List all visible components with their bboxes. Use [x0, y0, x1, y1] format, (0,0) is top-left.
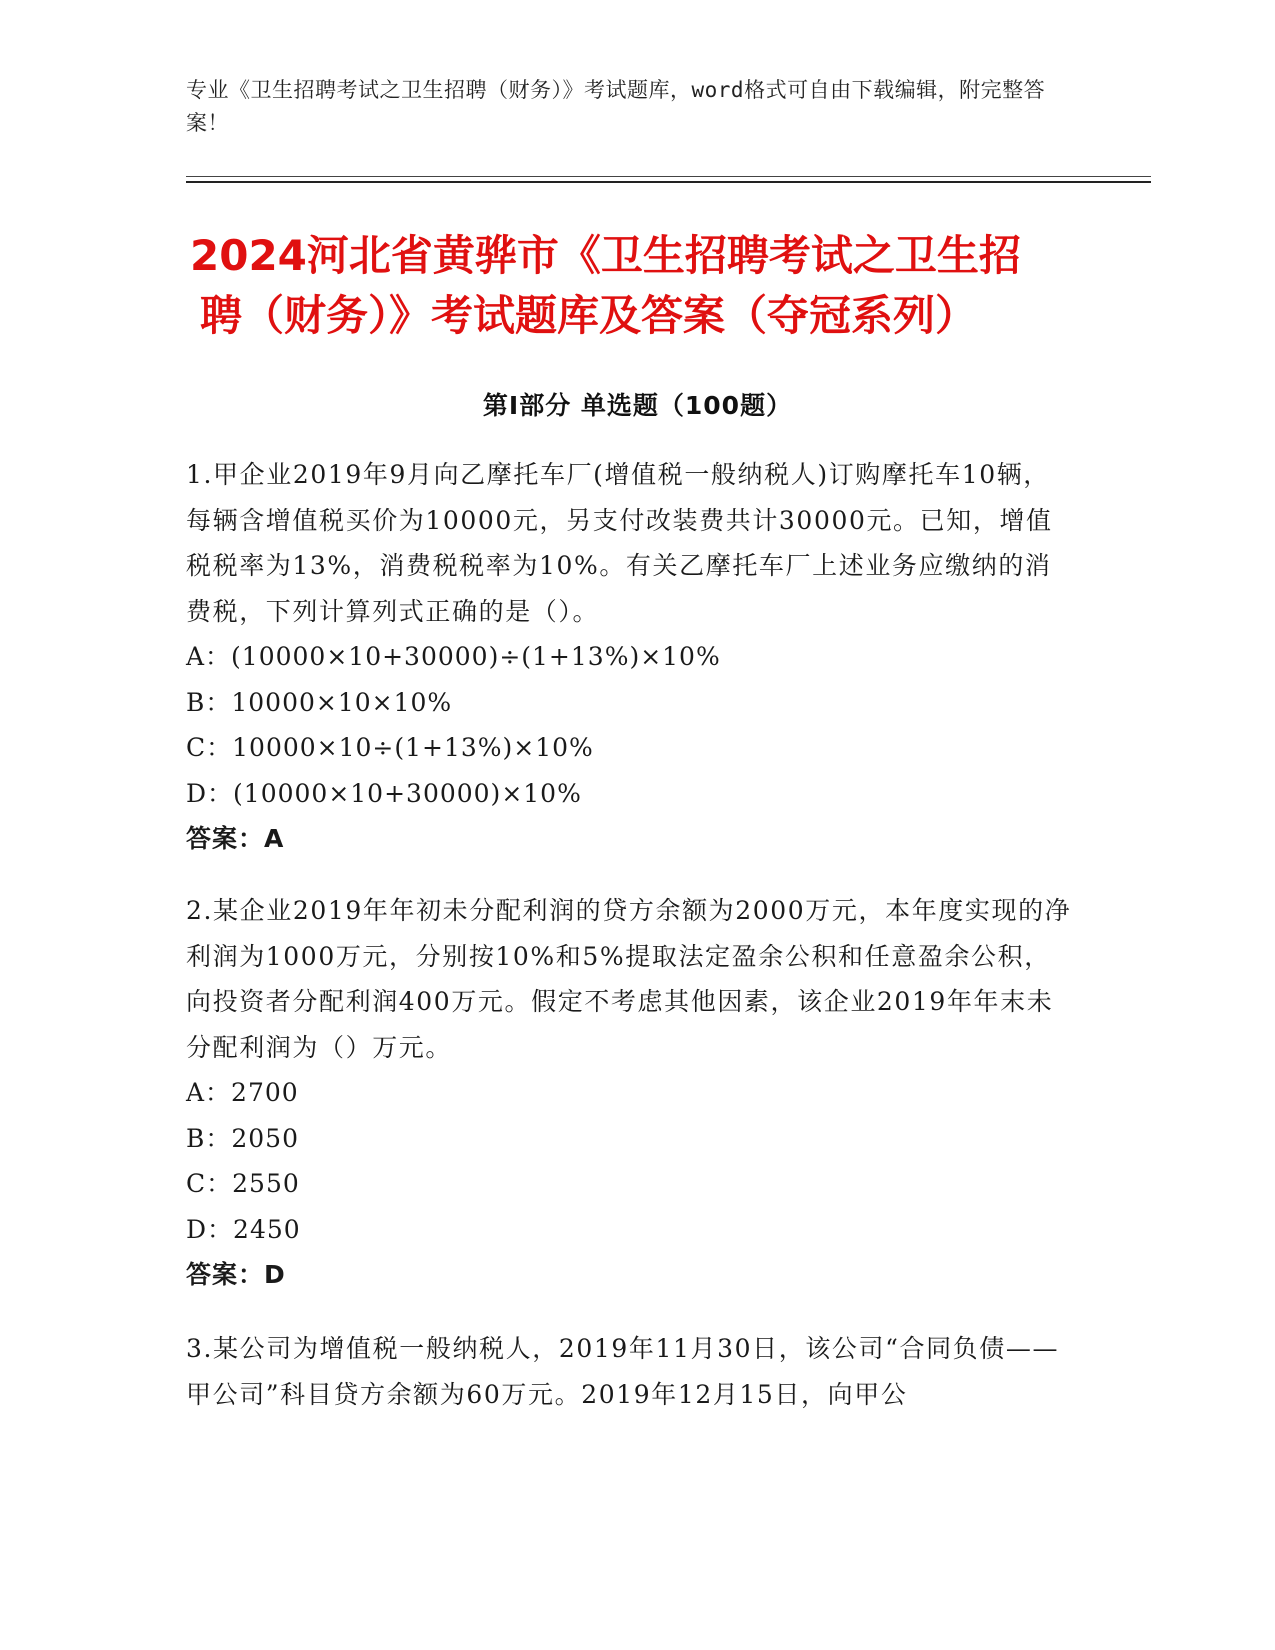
option-b: B：10000×10×10%: [186, 687, 453, 717]
header-divider-thick: [186, 181, 1151, 183]
question-2: [186, 888, 1076, 1298]
answer-label: 答案：D: [186, 1260, 286, 1289]
option-d: D：(10000×10+30000)×10%: [186, 778, 582, 808]
question-3: [186, 1326, 1076, 1417]
question-stem: 2.某企业2019年年初未分配利润的贷方余额为2000万元，本年度实现的净利润为1000万元，分别按10%和5%提取法定盈余公积和任意盈余公积，向投资者分配利润400万元。假定不考虑其他因素，该企业2019年年末未分配利润为（）万元。: [186, 896, 1072, 1062]
option-a: A：2700: [186, 1078, 299, 1107]
header-note: 专业《卫生招聘考试之卫生招聘（财务）》考试题库，word格式可自由下载编辑，附完整答案！: [186, 78, 1046, 135]
document-title: [190, 226, 1090, 346]
answer-label: 答案：A: [186, 824, 285, 853]
question-stem: 1.甲企业2019年9月向乙摩托车厂(增值税一般纳税人)订购摩托车10辆，每辆含增值税买价为10000元，另支付改装费共计30000元。已知，增值税税率为13%，消费税税率为10%。有关乙摩托车厂上述业务应缴纳的消费税，下列计算列式正确的是（）。: [186, 460, 1053, 626]
option-a: A：(10000×10+30000)÷(1+13%)×10%: [186, 642, 721, 671]
header-divider-thin: [186, 176, 1151, 177]
document-title-line-1: 2024河北省黄骅市《卫生招聘考试之卫生招: [190, 231, 1021, 280]
option-b: B：2050: [186, 1123, 299, 1153]
option-c: C：10000×10÷(1+13%)×10%: [186, 733, 594, 762]
question-stem: 3.某公司为增值税一般纳税人，2019年11月30日，该公司“合同负债——甲公司”科目贷方余额为60万元。2019年12月15日，向甲公: [186, 1334, 1060, 1409]
section-heading: 第Ⅰ部分 单选题（100题）: [482, 391, 793, 420]
question-1: [186, 452, 1076, 862]
document-title-line-2: 聘（财务）》考试题库及答案（夺冠系列）: [200, 291, 978, 340]
option-d: D：2450: [186, 1214, 301, 1244]
option-c: C：2550: [186, 1169, 300, 1198]
